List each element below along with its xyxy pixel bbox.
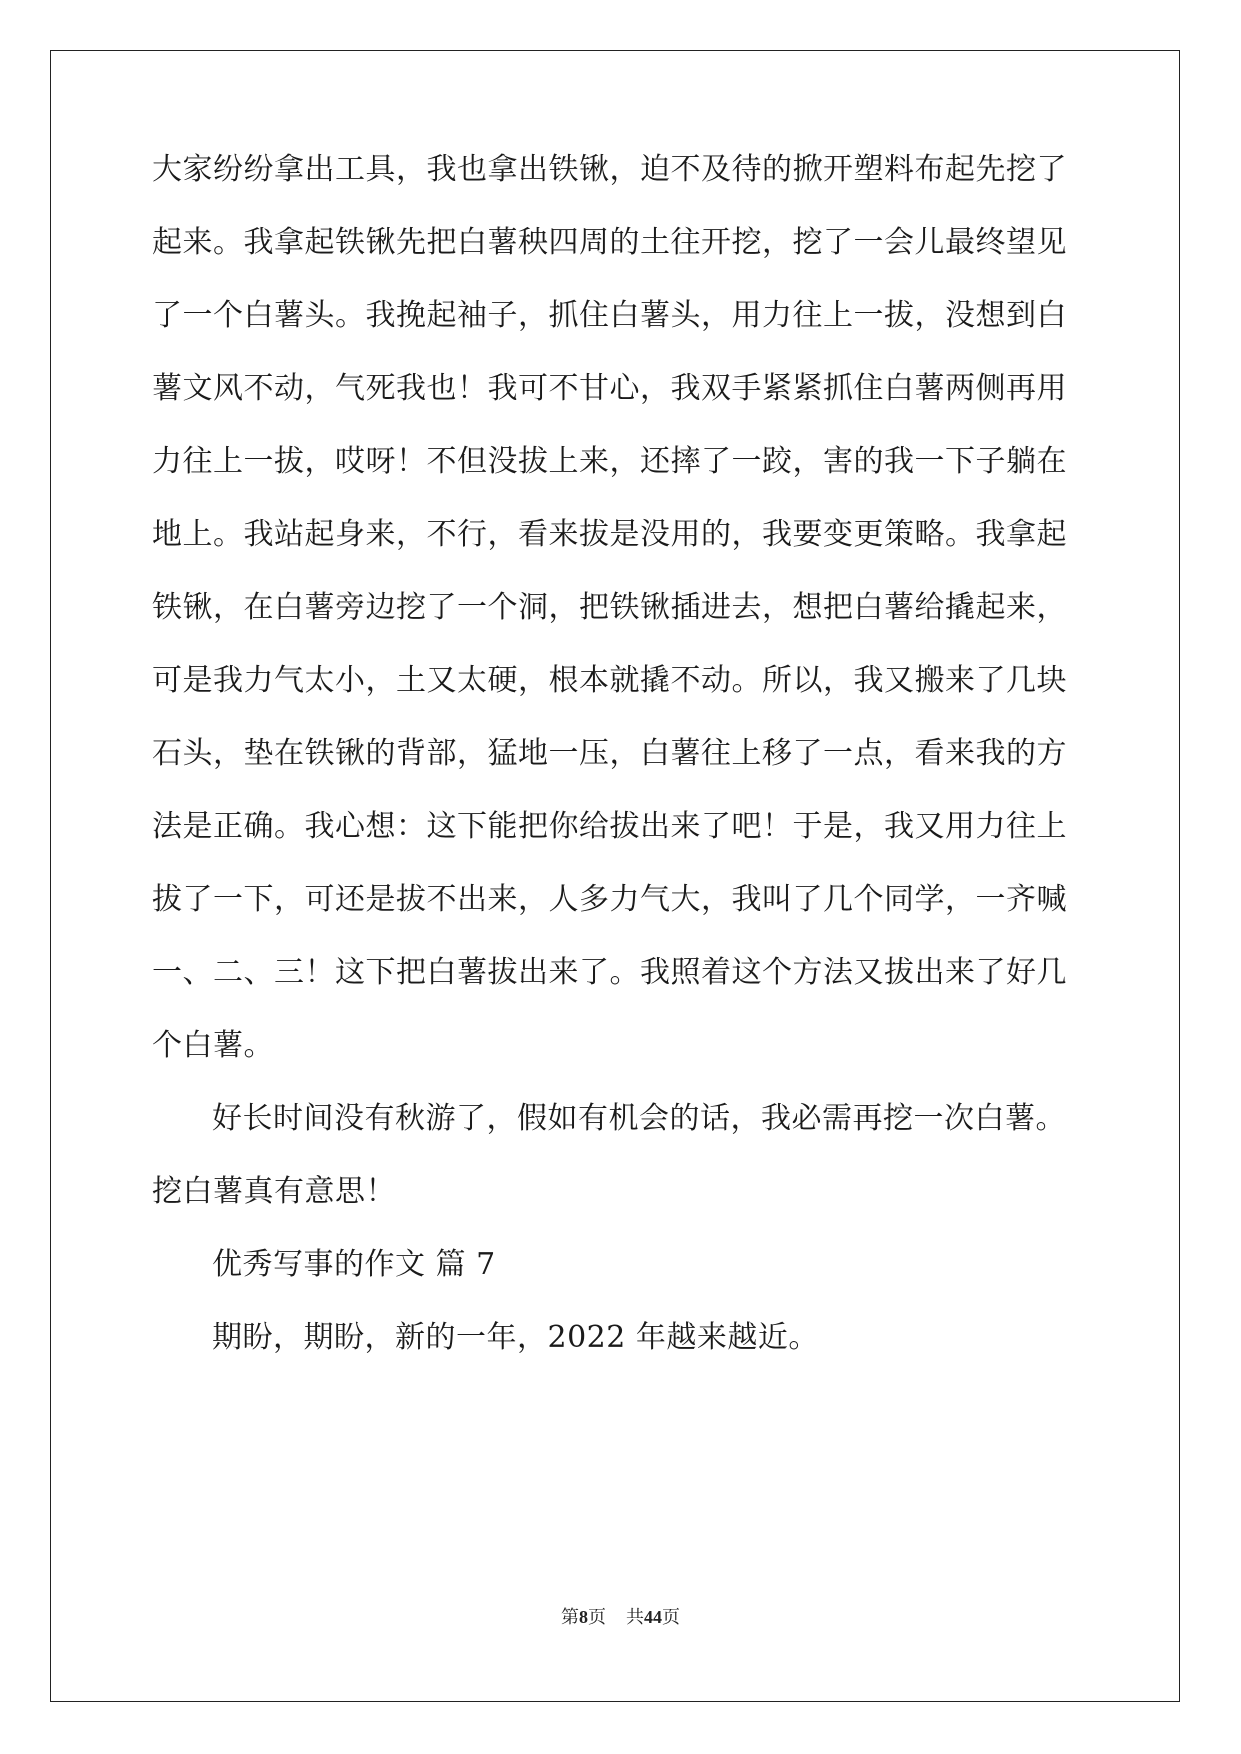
text-line: 地上。我站起身来，不行，看来拔是没用的，我要变更策略。我拿起 bbox=[152, 517, 1067, 552]
text-line: 石头，垫在铁锹的背部，猛地一压，白薯往上移了一点，看来我的方 bbox=[152, 736, 1067, 771]
section-heading: 优秀写事的作文 篇 7 bbox=[212, 1247, 496, 1282]
footer-total-suffix: 页 bbox=[662, 1607, 680, 1627]
text-line: 起来。我拿起铁锹先把白薯秧四周的土往开挖，挖了一会儿最终望见 bbox=[152, 225, 1067, 260]
text-line: 铁锹，在白薯旁边挖了一个洞，把铁锹插进去，想把白薯给撬起来， bbox=[152, 590, 1067, 625]
text-line: 薯文风不动，气死我也！我可不甘心，我双手紧紧抓住白薯两侧再用 bbox=[152, 371, 1067, 406]
text-line: 了一个白薯头。我挽起袖子，抓住白薯头，用力往上一拔，没想到白 bbox=[152, 298, 1067, 333]
page-footer bbox=[0, 1605, 1241, 1629]
footer-page-number: 8 bbox=[579, 1607, 588, 1627]
text-line: 个白薯。 bbox=[152, 1028, 274, 1063]
text-line: 一、二、三！这下把白薯拔出来了。我照着这个方法又拔出来了好几 bbox=[152, 955, 1067, 990]
footer-page-prefix: 第 bbox=[561, 1607, 579, 1627]
footer-page-suffix: 页 bbox=[588, 1607, 606, 1627]
footer-total-prefix: 共 bbox=[626, 1607, 644, 1627]
text-line: 拔了一下，可还是拔不出来，人多力气大，我叫了几个同学，一齐喊 bbox=[152, 882, 1067, 917]
footer-total-pages: 44 bbox=[644, 1607, 662, 1627]
text-line: 大家纷纷拿出工具，我也拿出铁锹，迫不及待的掀开塑料布起先挖了 bbox=[152, 152, 1067, 187]
text-line: 好长时间没有秋游了，假如有机会的话，我必需再挖一次白薯。 bbox=[212, 1101, 1066, 1136]
text-line: 法是正确。我心想：这下能把你给拔出来了吧！于是，我又用力往上 bbox=[152, 809, 1067, 844]
text-line: 可是我力气太小，土又太硬，根本就撬不动。所以，我又搬来了几块 bbox=[152, 663, 1067, 698]
text-line: 力往上一拔，哎呀！不但没拔上来，还摔了一跤，害的我一下子躺在 bbox=[152, 444, 1067, 479]
text-line: 期盼，期盼，新的一年，2022 年越来越近。 bbox=[212, 1320, 819, 1355]
document-body bbox=[152, 0, 1082, 1355]
text-line: 挖白薯真有意思！ bbox=[152, 1174, 396, 1209]
